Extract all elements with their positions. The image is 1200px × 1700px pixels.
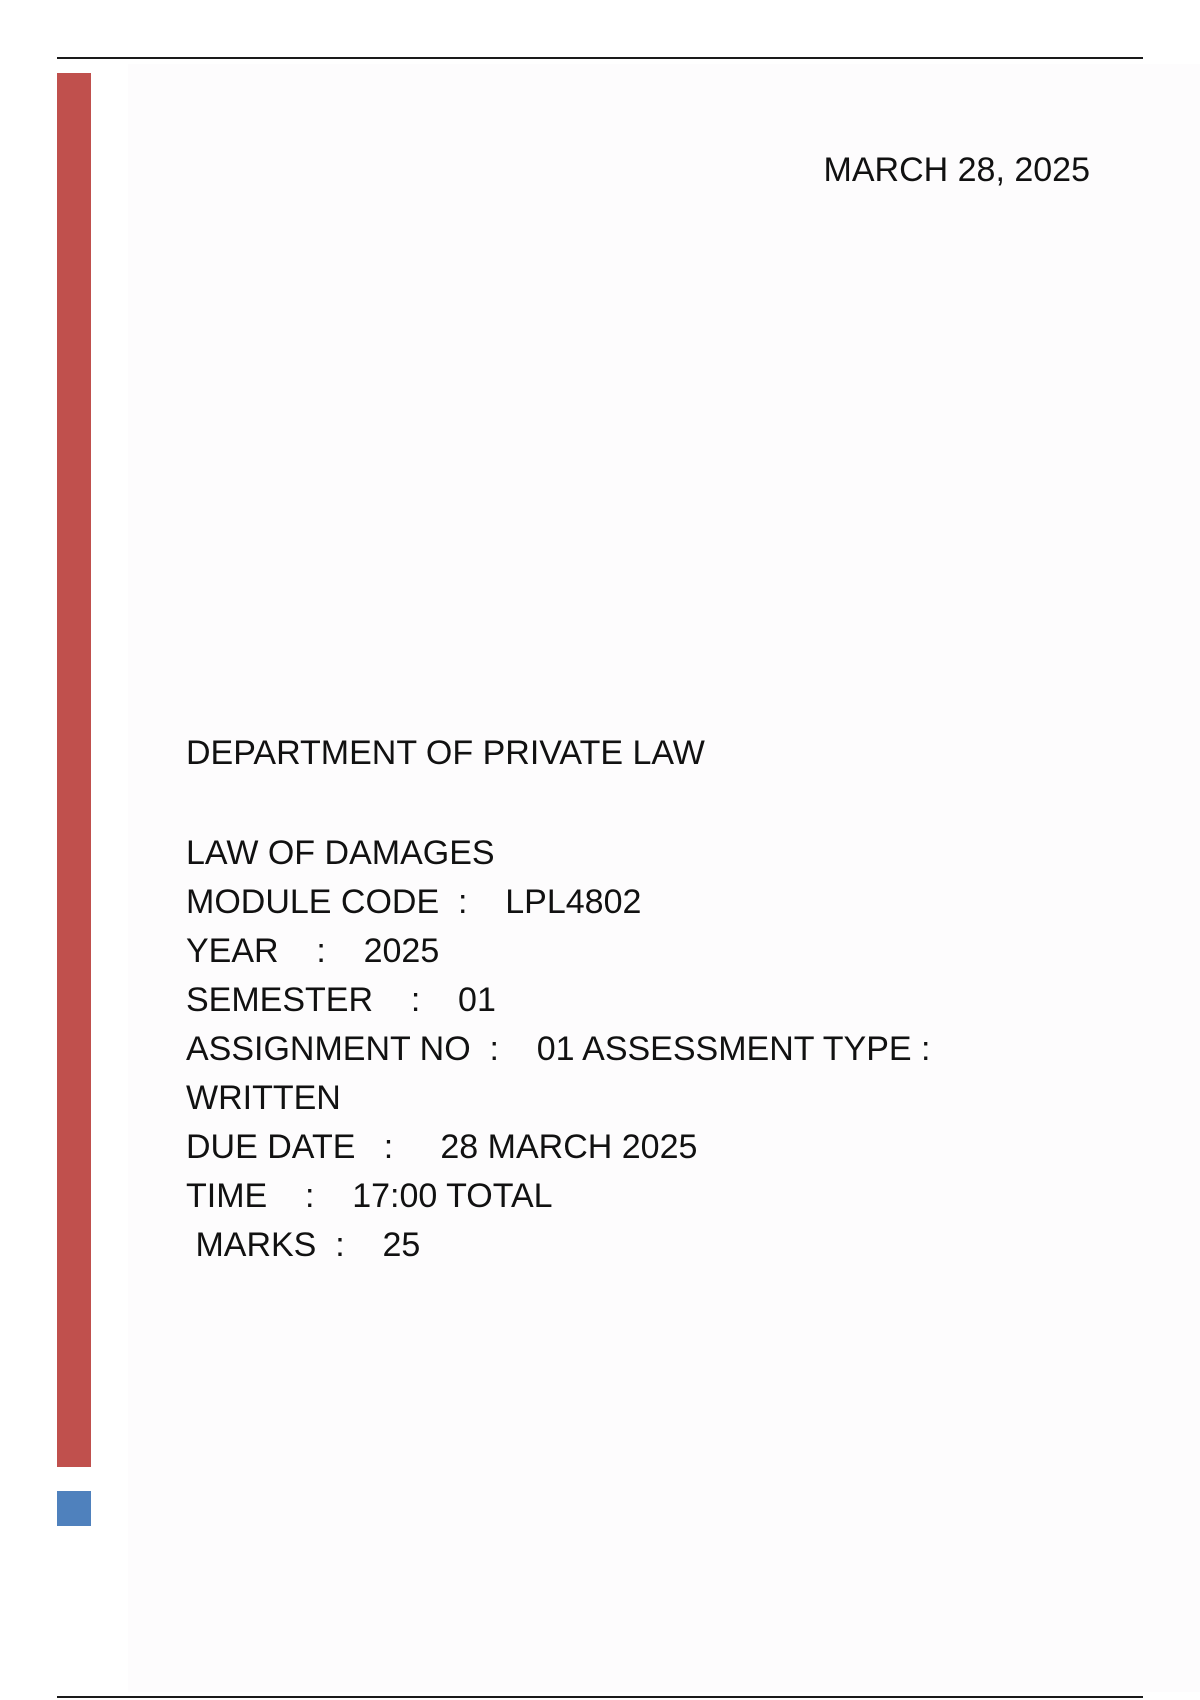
red-accent-bar [57, 73, 91, 1467]
assignment-number-line: ASSIGNMENT NO : 01 ASSESSMENT TYPE : [186, 1030, 931, 1068]
assignment-details [186, 829, 930, 1270]
semester-line: SEMESTER : 01 [186, 981, 496, 1019]
due-date-line: DUE DATE : 28 MARCH 2025 [186, 1128, 698, 1166]
cover-date: MARCH 28, 2025 [823, 151, 1090, 189]
time-line: TIME : 17:00 TOTAL [186, 1177, 553, 1215]
module-code-line: MODULE CODE : LPL4802 [186, 883, 642, 921]
module-name: LAW OF DAMAGES [186, 834, 495, 872]
blue-accent-square [57, 1491, 91, 1526]
year-line: YEAR : 2025 [186, 932, 440, 970]
total-marks-line: MARKS : 25 [186, 1226, 421, 1264]
bottom-rule [57, 1696, 1143, 1698]
assessment-type-line: WRITTEN [186, 1079, 341, 1117]
top-rule [57, 57, 1143, 59]
department-title: DEPARTMENT OF PRIVATE LAW [186, 734, 705, 772]
